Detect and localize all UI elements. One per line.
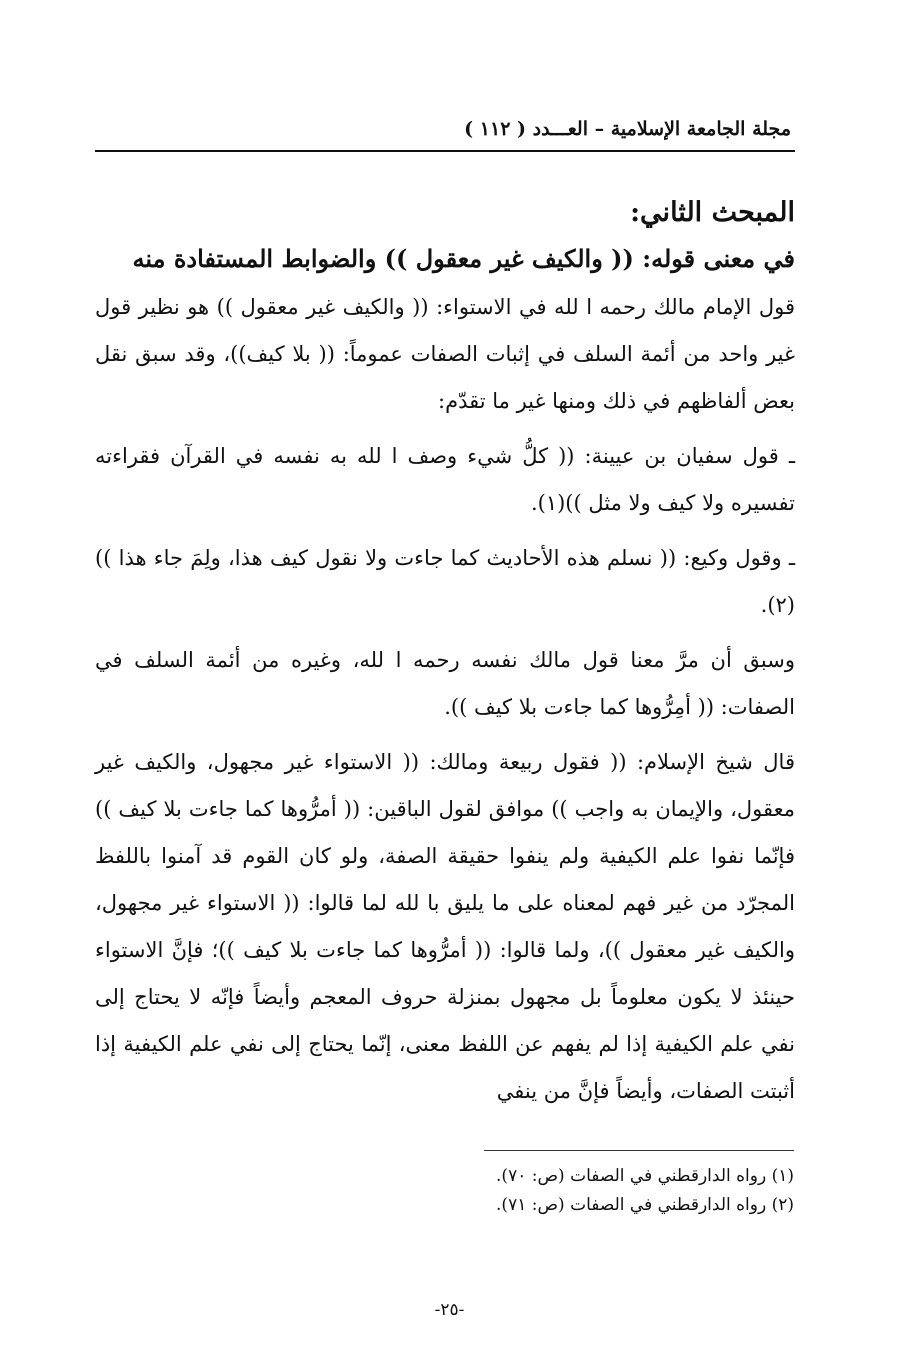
section-subtitle: في معنى قوله: (( والكيف غير معقول )) والضوابط المستفادة منه bbox=[132, 244, 795, 273]
footnote: (٢) رواه الدارقطني في الصفات (ص: ٧١). bbox=[496, 1195, 794, 1215]
footnote: (١) رواه الدارقطني في الصفات (ص: ٧٠). bbox=[496, 1166, 794, 1186]
paragraph: ـ وقول وكيع: (( نسلم هذه الأحاديث كما جاءت ولا نقول كيف هذا، ولِمَ جاء هذا ))(٢). bbox=[95, 546, 795, 617]
paragraph: قول الإمام مالك رحمه ا لله في الاستواء: (( والكيف غير معقول )) هو نظير قول غير واحد من أئمة السلف في إثبات الصفات عموماً: (( بلا كيف))، وقد سبق نقل بعض ألفاظهم في ذلك ومنها غير ما تقدّم: bbox=[95, 295, 795, 413]
main-text-body bbox=[95, 180, 795, 1123]
paragraph: وسبق أن مرَّ معنا قول مالك نفسه رحمه ا لله، وغيره من أئمة السلف في الصفات: (( أمِرُّوها كما جاءت بلا كيف )). bbox=[95, 648, 795, 719]
section-title: المبحث الثاني: bbox=[630, 197, 795, 228]
paragraph: ـ قول سفيان بن عيينة: (( كلُّ شيء وصف ا لله به نفسه في القرآن فقراءته تفسيره ولا كيف ولا مثل ))(١). bbox=[95, 444, 795, 515]
paragraph: قال شيخ الإسلام: (( فقول ربيعة ومالك: (( الاستواء غير مجهول، والكيف غير معقول، والإيمان به واجب )) موافق لقول الباقين: (( أمرُّوها كما جاءت بلا كيف )) فإنّما نفوا علم الكيفية ولم ينفوا حقيقة الصفة، ولو كان القوم قد آمنوا باللفظ المجرّد من غير فهم لمعناه على ما يليق با لله لما قالوا: (( الاستواء غير مجهول، والكيف غير معقول ))، ولما قالوا: (( أمرُّوها كما جاءت بلا كيف ))؛ فإنَّ الاستواء حينئذ لا يكون معلوماً بل مجهول بمنزلة حروف المعجم وأيضاً فإنّه لا يحتاج إلى نفي علم الكيفية إذا لم يفهم عن اللفظ معنى، إنّما يحتاج إلى نفي علم الكيفية إذا أثبتت الصفات، وأيضاً فإنَّ من ينفي bbox=[95, 750, 795, 1103]
footnotes bbox=[294, 1162, 794, 1220]
journal-header-title: مجلة الجامعة الإسلامية – العـــدد ( ١١٢ ) bbox=[464, 118, 791, 140]
page-number: -٢٥- bbox=[434, 1300, 465, 1320]
header-divider bbox=[95, 150, 795, 152]
footnote-divider bbox=[484, 1150, 794, 1151]
